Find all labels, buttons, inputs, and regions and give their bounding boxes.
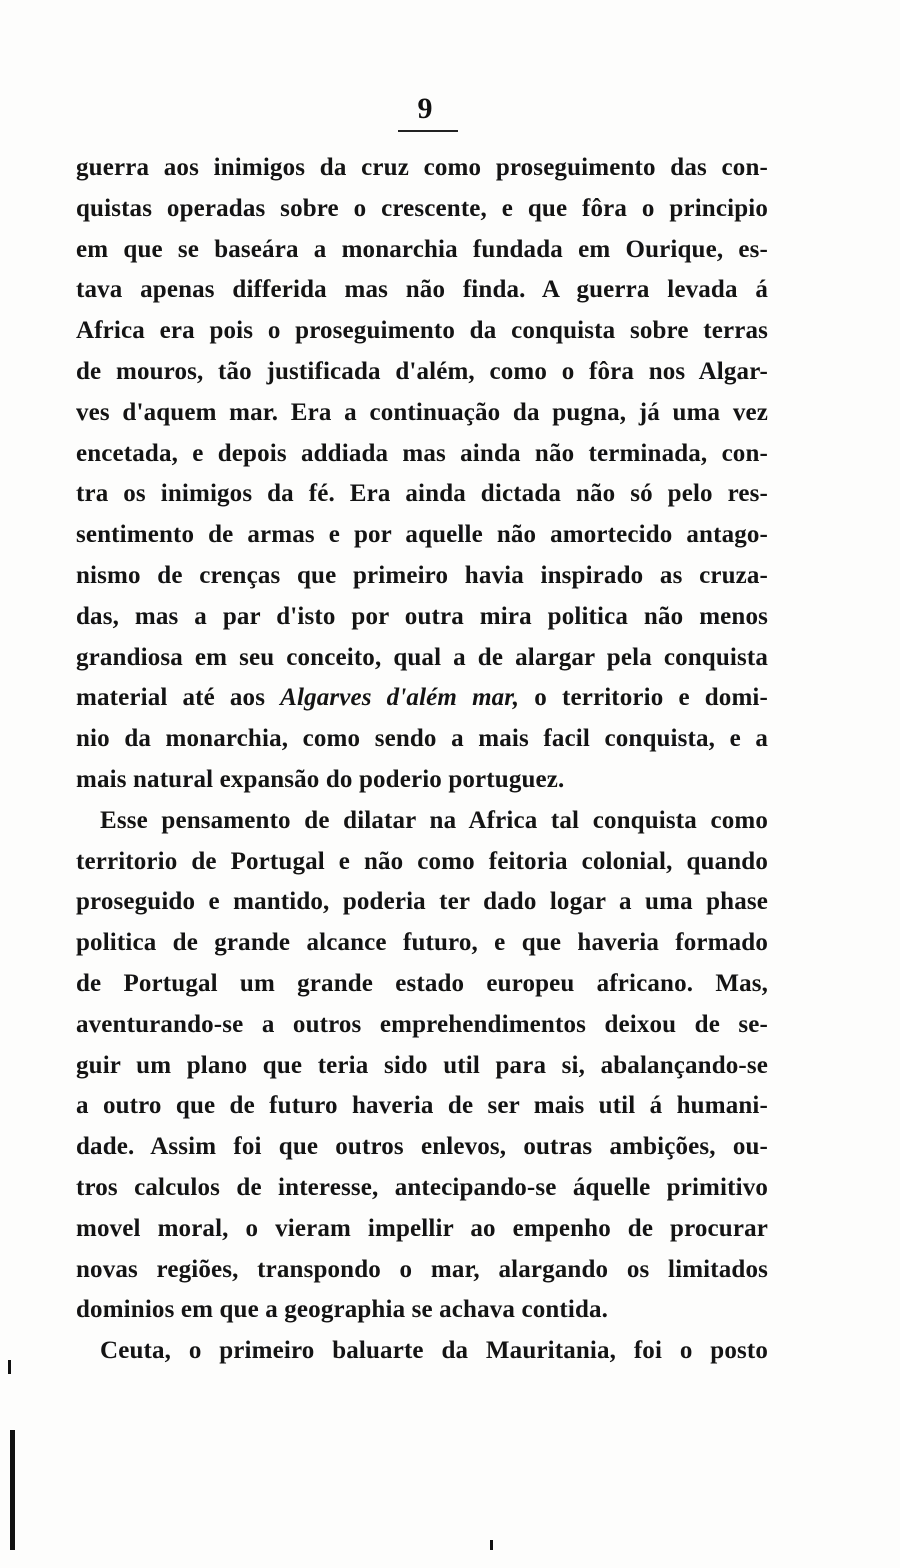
text-line: das, mas a par d'isto por outra mira politica não menos	[76, 602, 768, 630]
text-fragment: o territorio e domi-	[519, 684, 769, 712]
text-line-with-italic	[76, 678, 768, 719]
text-line: Ceuta, o primeiro baluarte da Mauritania, foi o posto	[100, 1337, 768, 1365]
paragraph-1	[76, 148, 768, 801]
text-line: grandiosa em seu conceito, qual a de alargar pela conquista	[76, 643, 768, 671]
text-line: politica de grande alcance futuro, e que haveria formado	[76, 929, 768, 957]
text-line: guir um plano que teria sido util para si, abalançando-se	[76, 1051, 768, 1079]
scan-edge-mark	[10, 1430, 15, 1550]
text-line: ves d'aquem mar. Era a continuação da pugna, já uma vez	[76, 398, 768, 426]
text-line: encetada, e depois addiada mas ainda não terminada, con-	[76, 439, 768, 467]
scan-edge-mark	[490, 1540, 493, 1550]
text-line: mais natural expansão do poderio portuguez.	[76, 765, 565, 793]
text-line: tra os inimigos da fé. Era ainda dictada não só pelo res-	[76, 480, 768, 508]
text-line: sentimento de armas e por aquelle não amortecido antago-	[76, 521, 768, 549]
text-line: guerra aos inimigos da cruz como proseguimento das con-	[76, 154, 768, 181]
text-line: de mouros, tão justificada d'além, como o fôra nos Algar-	[76, 357, 768, 385]
text-line: movel moral, o vieram impellir ao empenho de procurar	[76, 1214, 768, 1242]
paragraph-3	[76, 1331, 768, 1372]
scan-edge-mark	[8, 1360, 11, 1374]
text-line: Esse pensamento de dilatar na Africa tal conquista como	[100, 806, 768, 834]
text-fragment: material até aos	[76, 684, 281, 712]
text-line: Africa era pois o proseguimento da conquista sobre terras	[76, 317, 768, 345]
body-text	[76, 148, 768, 1372]
italic-phrase: Algarves d'além mar,	[280, 684, 520, 712]
text-line: novas regiões, transpondo o mar, alargando os limitados	[76, 1255, 768, 1283]
page-number: 9	[417, 92, 433, 125]
text-line: dominios em que a geographia se achava contida.	[76, 1296, 609, 1324]
page-number-rule	[398, 130, 458, 132]
text-line: de Portugal um grande estado europeu africano. Mas,	[76, 969, 768, 997]
text-line: tros calculos de interesse, antecipando-se áquelle primitivo	[76, 1173, 768, 1201]
text-line: nio da monarchia, como sendo a mais facil conquista, e a	[76, 725, 768, 753]
text-line: territorio de Portugal e não como feitoria colonial, quando	[76, 847, 768, 875]
text-line: quistas operadas sobre o crescente, e que fôra o principio	[76, 194, 768, 222]
text-line: dade. Assim foi que outros enlevos, outras ambições, ou-	[76, 1133, 768, 1161]
text-line: aventurando-se a outros emprehendimentos deixou de se-	[76, 1010, 768, 1038]
paragraph-2	[76, 801, 768, 1331]
text-line: a outro que de futuro haveria de ser mais util á humani-	[76, 1092, 768, 1120]
text-line: nismo de crenças que primeiro havia inspirado as cruza-	[76, 561, 768, 589]
text-line: proseguido e mantido, poderia ter dado logar a uma phase	[76, 888, 768, 916]
text-line: tava apenas differida mas não finda. A guerra levada á	[76, 276, 768, 304]
text-line: em que se baseára a monarchia fundada em Ourique, es-	[76, 235, 768, 263]
